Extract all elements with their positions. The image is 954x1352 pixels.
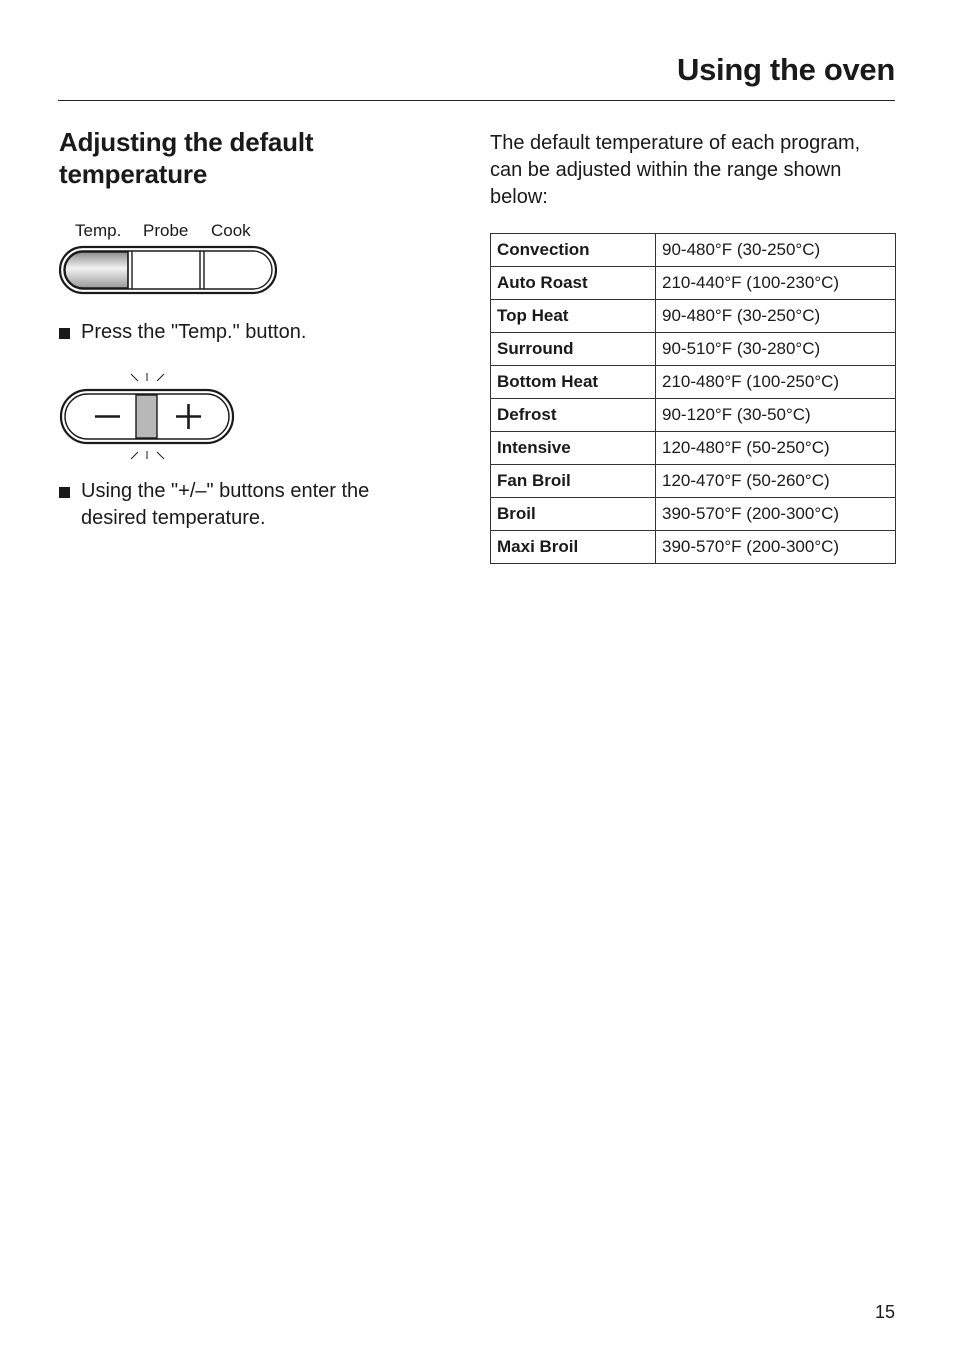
temp-probe-cook-panel-illustration [58,245,280,297]
program-name: Surround [491,333,656,366]
table-row [491,465,896,498]
temp-label: Temp. [75,221,122,240]
bullet-square-icon [59,487,70,498]
cook-label: Cook [211,221,251,240]
blink-indicator-bottom-icon [131,451,164,459]
table-row [491,234,896,267]
probe-label: Probe [143,221,189,240]
table-row [491,531,896,564]
table-row [491,366,896,399]
blink-indicator-top-icon [131,373,164,381]
bullet-square-icon [59,328,70,339]
program-name: Fan Broil [491,465,656,498]
program-name: Convection [491,234,656,267]
temperature-range: 90-480°F (30-250°C) [656,300,896,333]
program-name: Broil [491,498,656,531]
table-row [491,267,896,300]
page-header-title: Using the oven [677,52,895,87]
temperature-range: 390-570°F (200-300°C) [656,531,896,564]
table-row [491,432,896,465]
program-name: Bottom Heat [491,366,656,399]
step-2-text: Using the "+/–" buttons enter the desired temperature. [81,480,370,529]
program-name: Defrost [491,399,656,432]
table-row [491,399,896,432]
temp-button-pressed [65,252,128,288]
step-1-text: Press the "Temp." button. [81,321,307,343]
program-name: Maxi Broil [491,531,656,564]
minus-plus-control-illustration [58,368,238,464]
temperature-range: 90-480°F (30-250°C) [656,234,896,267]
table-row [491,498,896,531]
temperature-range: 390-570°F (200-300°C) [656,498,896,531]
temperature-range: 210-440°F (100-230°C) [656,267,896,300]
program-name: Top Heat [491,300,656,333]
step-1 [59,319,439,346]
step-2 [59,478,439,532]
table-row [491,333,896,366]
temperature-range: 120-470°F (50-260°C) [656,465,896,498]
temperature-range: 120-480°F (50-250°C) [656,432,896,465]
temperature-display-segment [136,395,157,438]
program-name: Intensive [491,432,656,465]
program-name: Auto Roast [491,267,656,300]
temperature-range: 90-510°F (30-280°C) [656,333,896,366]
temperature-range: 90-120°F (30-50°C) [656,399,896,432]
page-number: 15 [874,1302,895,1322]
temperature-range: 210-480°F (100-250°C) [656,366,896,399]
section-title: Adjusting the default temperature [59,127,314,189]
table-row [491,300,896,333]
intro-paragraph: The default temperature of each program, can be adjusted within the range shown below: [490,132,861,208]
program-temperature-table [490,233,896,564]
header-rule [58,100,895,101]
